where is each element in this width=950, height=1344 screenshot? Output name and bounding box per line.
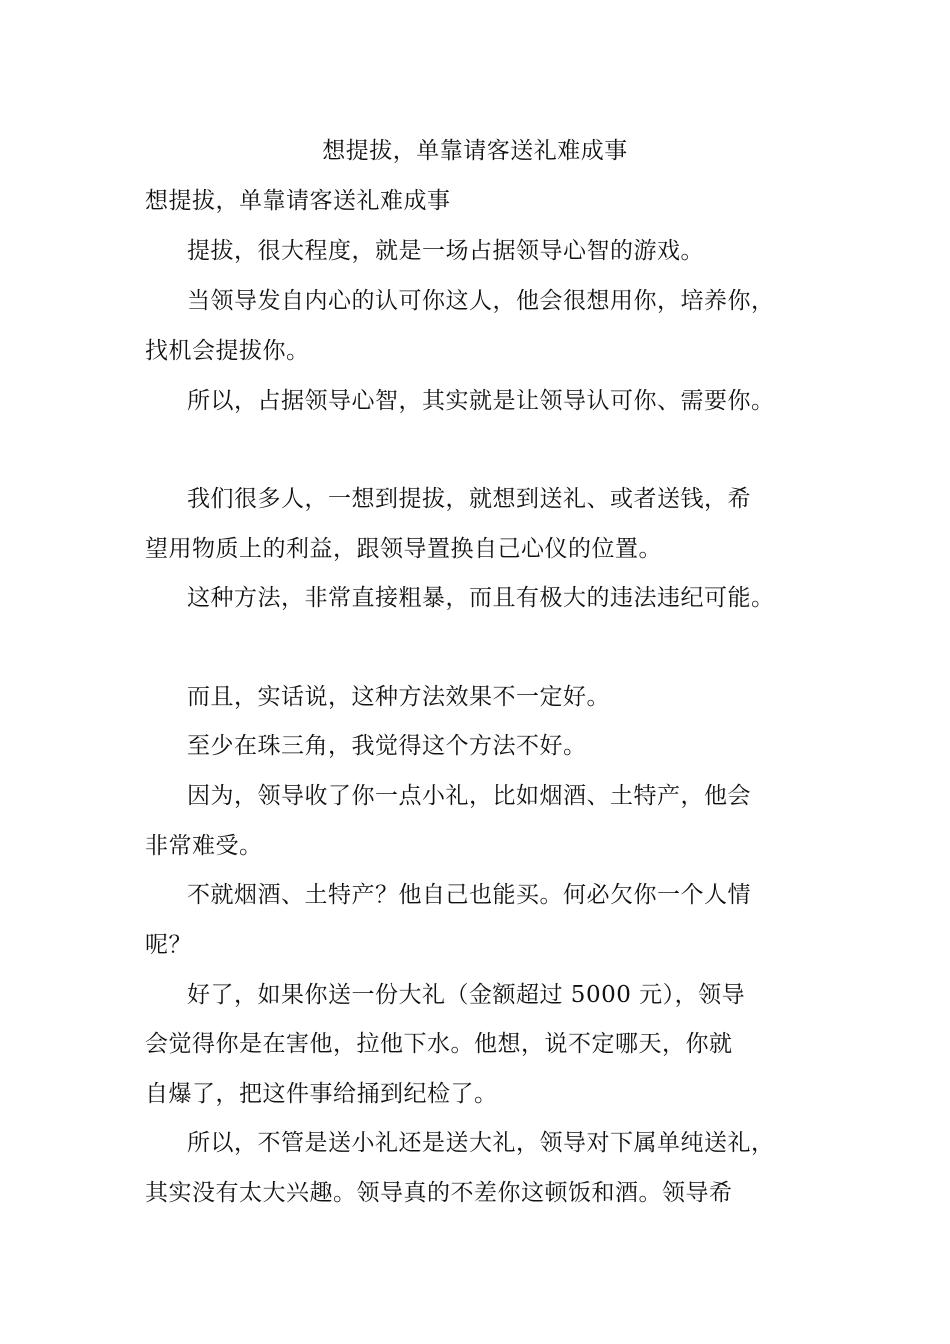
paragraph-line: 当领导发自内心的认可你这人，他会很想用你，培养你， [187, 288, 775, 314]
paragraph-line: 会觉得你是在害他，拉他下水。他想，说不定哪天，你就 [145, 1031, 733, 1057]
paragraph-line: 而且，实话说，这种方法效果不一定好。 [187, 684, 610, 710]
subtitle-line: 想提拔，单靠请客送礼难成事 [145, 188, 451, 214]
paragraph-line: 好了，如果你送一份大礼（金额超过 5000 元），领导 [187, 982, 746, 1008]
document-heading: 想提拔，单靠请客送礼难成事 [322, 138, 628, 164]
paragraph-line: 至少在珠三角，我觉得这个方法不好。 [187, 733, 587, 759]
paragraph-line: 望用物质上的利益，跟领导置换自己心仪的位置。 [145, 536, 662, 562]
paragraph-line: 我们很多人，一想到提拔，就想到送礼、或者送钱，希 [187, 486, 751, 512]
paragraph-line: 这种方法，非常直接粗暴，而且有极大的违法违纪可能。 [187, 585, 775, 611]
paragraph-line: 提拔，很大程度，就是一场占据领导心智的游戏。 [187, 238, 704, 264]
paragraph-line: 非常难受。 [145, 833, 263, 859]
paragraph-line: 自爆了，把这件事给捅到纪检了。 [145, 1081, 498, 1107]
paragraph-line: 所以，不管是送小礼还是送大礼，领导对下属单纯送礼， [187, 1130, 775, 1156]
paragraph-line: 因为，领导收了你一点小礼，比如烟酒、土特产，他会 [187, 783, 751, 809]
paragraph-line: 其实没有太大兴趣。领导真的不差你这顿饭和酒。领导希 [145, 1180, 733, 1206]
paragraph-line: 所以，占据领导心智，其实就是让领导认可你、需要你。 [187, 388, 775, 414]
paragraph-line: 找机会提拔你。 [145, 338, 310, 364]
paragraph-line: 不就烟酒、土特产？他自己也能买。何必欠你一个人情 [187, 882, 751, 908]
paragraph-line: 呢？ [145, 932, 192, 958]
